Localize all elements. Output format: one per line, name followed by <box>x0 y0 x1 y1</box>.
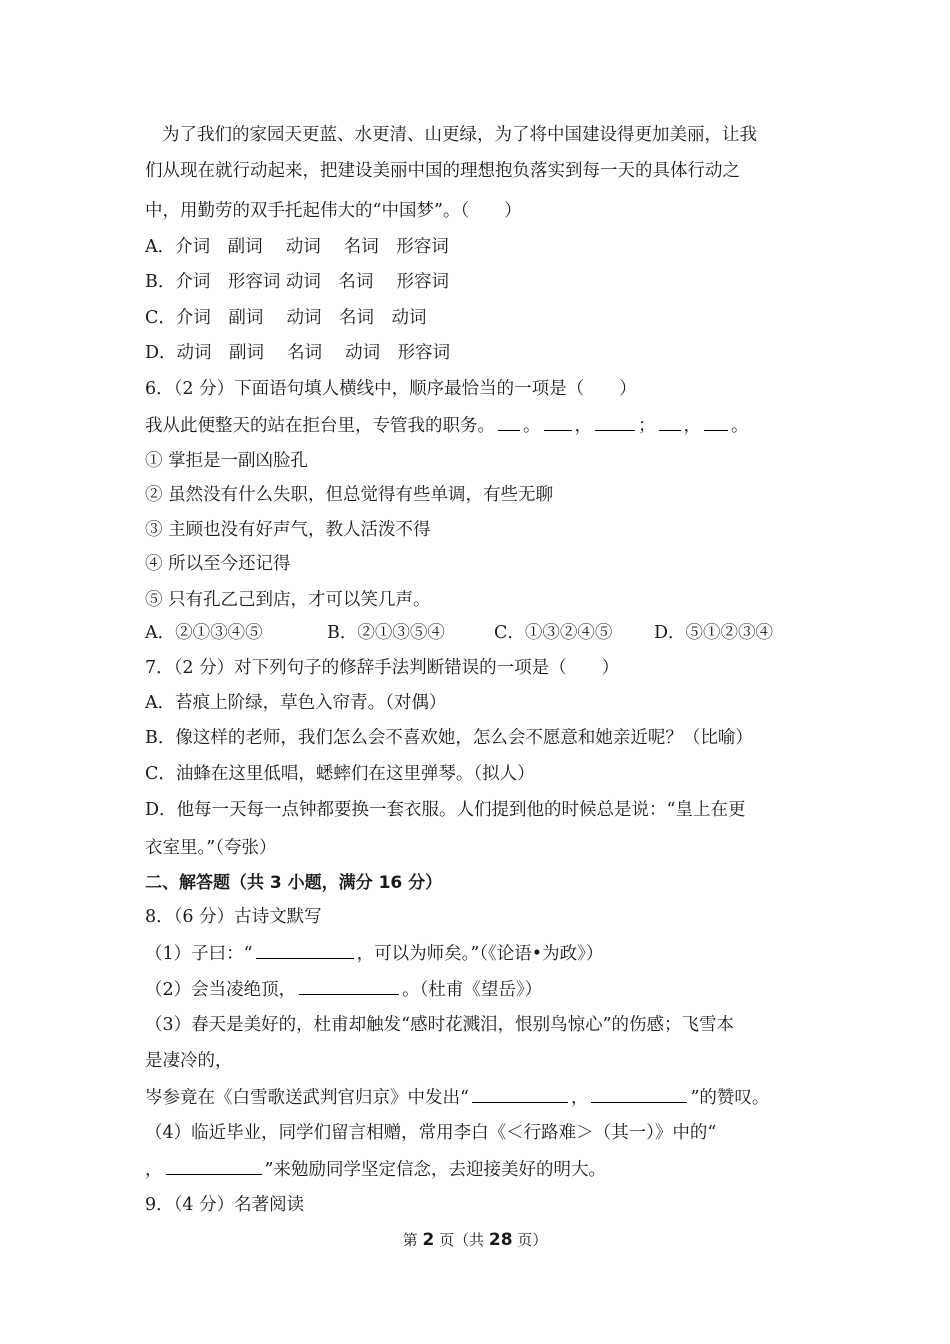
q6-sentence <box>145 414 749 437</box>
q6-option-a: A．②①③④⑤ <box>145 623 263 643</box>
q7-option-d-line-2: 衣室里。”（夸张） <box>145 838 277 858</box>
q5-option-b: B．介词 形容词 动词 名词 形容词 <box>145 272 449 292</box>
q6-punct-4: ， <box>683 416 701 436</box>
q8-sub-4-blank <box>166 1158 262 1175</box>
q9-stem: 9．（4 分）名著阅读 <box>145 1195 305 1215</box>
q6-blank-4 <box>659 414 681 431</box>
q6-item-1: ① 掌拒是一副凶脸孔 <box>145 451 309 471</box>
q8-sub-2-blank <box>299 978 399 995</box>
q8-stem: 8．（6 分）古诗文默写 <box>145 907 322 927</box>
q6-punct-5: 。 <box>731 416 749 436</box>
q6-item-4: ④ 所以至今还记得 <box>145 554 291 574</box>
q8-sub-2 <box>145 978 542 1001</box>
q8-sub-3-post: ”的赞叹。 <box>690 1088 770 1108</box>
q6-option-d: D．⑤①②③④ <box>654 623 774 643</box>
q8-sub-2-pre: （2）会当凌绝顶， <box>145 980 297 1000</box>
q6-option-c: C．①③②④⑤ <box>494 623 613 643</box>
q6-item-5: ⑤ 只有孔乙己到店，才可以笑几声。 <box>145 590 431 610</box>
q5-option-c: C．介词 副词 动词 名词 动词 <box>145 308 427 328</box>
q7-option-b: B．像这样的老师，我们怎么会不喜欢她，怎么会不愿意和她亲近呢？（比喻） <box>145 728 753 748</box>
q5-option-d: D．动词 副词 名词 动词 形容词 <box>145 343 451 363</box>
q6-item-3: ③ 主顾也没有好声气，教人活泼不得 <box>145 520 431 540</box>
intro-line-1: 为了我们的家园天更蓝、水更清、山更绿，为了将中国建设得更加美丽，让我 <box>162 125 757 145</box>
q8-sub-4-line-1: （4）临近毕业，同学们留言相赠，常用李白《＜行路难＞（其一）》中的“ <box>145 1123 717 1143</box>
q6-blank-1 <box>498 414 520 431</box>
section-2-title: 二、解答题（共 3 小题，满分 16 分） <box>145 873 443 893</box>
q7-option-a: A．苔痕上阶绿，草色入帘青。（对偶） <box>145 693 447 713</box>
q6-blank-3 <box>595 414 635 431</box>
q8-sub-3-blank-2 <box>591 1086 687 1103</box>
q7-option-c: C．油蜂在这里低唱，蟋蟀们在这里弹琴。（拟人） <box>145 764 535 784</box>
q8-sub-2-post: 。（杜甫《望岳》） <box>402 980 543 1000</box>
page-footer <box>0 1229 950 1250</box>
footer-mid: 页（共 <box>439 1231 485 1249</box>
q8-sub-3-line-3 <box>145 1086 769 1109</box>
intro-line-3: 中，用勤劳的双手托起伟大的“中国梦”。（ ） <box>145 201 522 221</box>
q8-sub-3-line-1: （3）春天是美好的，杜甫却触发“感时花溅泪，恨别鸟惊心”的伤感；飞雪本 <box>145 1015 735 1035</box>
q6-item-2: ② 虽然没有什么失职，但总觉得有些单调，有些无聊 <box>145 485 554 505</box>
q6-sentence-head: 我从此便整天的站在拒台里，专管我的职务。 <box>145 416 495 436</box>
q7-option-d-line-1: D．他每一天每一点钟都要换一套衣服。人们提到他的时候总是说：“皇上在更 <box>145 800 746 820</box>
q8-sub-3-line-2: 是凄冷的， <box>145 1051 233 1071</box>
q6-punct-3: ； <box>638 416 656 436</box>
q8-sub-1-pre: （1）子曰：“ <box>145 944 253 964</box>
intro-line-2: 们从现在就行动起来，把建设美丽中国的理想抱负落实到每一天的具体行动之 <box>145 161 740 181</box>
footer-total-pages: 28 <box>488 1230 513 1250</box>
q5-option-a: A．介词 副词 动词 名词 形容词 <box>145 237 449 257</box>
footer-post: 页） <box>517 1231 548 1249</box>
q6-option-b: B．②①③⑤④ <box>327 623 445 643</box>
q8-sub-1 <box>145 942 603 965</box>
footer-page-number: 2 <box>422 1230 435 1250</box>
q8-sub-4-line-2 <box>145 1158 606 1181</box>
q6-blank-5 <box>704 414 728 431</box>
q8-sub-4-pre: ， <box>145 1160 163 1180</box>
q6-stem: 6．（2 分）下面语句填人横线中，顺序最恰当的一项是（ ） <box>145 379 637 399</box>
q8-sub-3-blank-1 <box>472 1086 568 1103</box>
q8-sub-1-blank <box>256 942 354 959</box>
q8-sub-3-pre: 岑参竟在《白雪歌送武判官归京》中发出“ <box>145 1088 469 1108</box>
q7-stem: 7．（2 分）对下列句子的修辞手法判断错误的一项是（ ） <box>145 658 620 678</box>
q6-punct-2: ， <box>574 416 592 436</box>
q8-sub-1-post: ，可以为师矣。”（《论语•为政》） <box>356 944 604 964</box>
q6-blank-2 <box>544 414 572 431</box>
q8-sub-4-post: ”来勉励同学坚定信念，去迎接美好的明大。 <box>264 1160 606 1180</box>
footer-pre: 第 <box>402 1231 418 1249</box>
q6-punct-1: 。 <box>523 416 541 436</box>
q8-sub-3-mid: ， <box>570 1088 589 1108</box>
